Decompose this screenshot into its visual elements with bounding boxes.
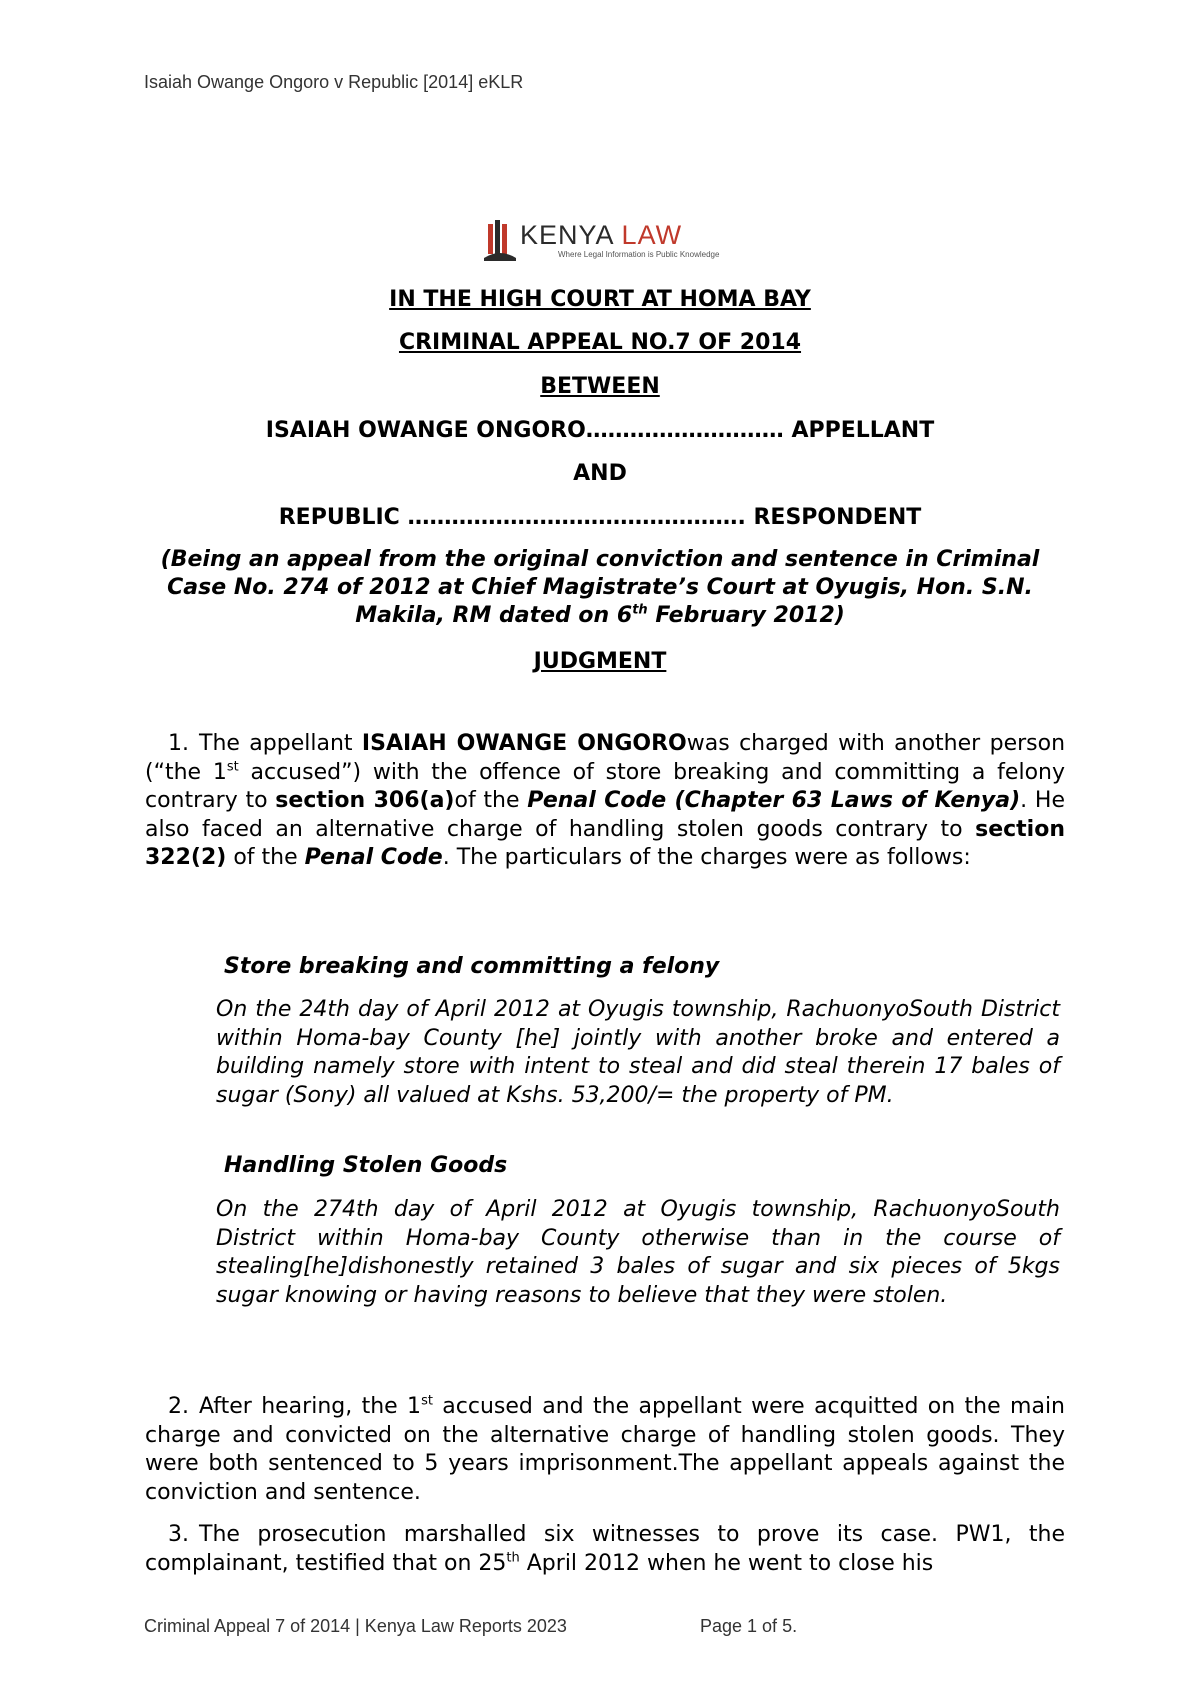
footer-page-number: Page 1 of 5. xyxy=(700,1616,798,1636)
paragraph-1: 1. The appellant ISAIAH OWANGE ONGOROwas charged with another person (“the 1st accused”) with the offence of store breaking and committing a felony contrary to section 306(a)of the Penal Code (Chapter 63 Laws of Kenya). He also faced an alternative charge of handling stolen goods contrary to section 322(2) of the Penal Code. The particulars of the charges were as follows: xyxy=(145,731,1066,870)
case-number: CRIMINAL APPEAL NO.7 OF 2014 xyxy=(398,330,802,355)
logo-word-law: LAW xyxy=(621,220,683,250)
logo-word-kenya: KENYA xyxy=(520,220,622,250)
between-label: BETWEEN xyxy=(540,374,660,399)
running-header: Isaiah Owange Ongoro v Republic [2014] eKLR xyxy=(144,72,524,92)
paragraph-2: 2. After hearing, the 1st accused and the appellant were acquitted on the main charge and convicted on the alternative charge of handling stolen goods. They were both sentenced to 5 years imprisonment.The appellant appeals against the conviction and sentence. xyxy=(145,1393,1065,1505)
logo-wordmark xyxy=(520,220,682,250)
paragraph-3: 3. The prosecution marshalled six witnesses to prove its case. PW1, the complainant, testified that on 25th April 2012 when he went to close his xyxy=(145,1522,1065,1576)
footer-citation: Criminal Appeal 7 of 2014 | Kenya Law Reports 2023 xyxy=(144,1616,567,1636)
charge-particulars-handling: On the 274th day of April 2012 at Oyugis township, RachuonyoSouth District within Homa-bay County otherwise than in the course of stealing[he]dishonestly retained 3 bales of sugar and six pieces of 5kgs sugar knowing or having reasons to believe that they were stolen. xyxy=(216,1197,1060,1308)
charge-particulars-store-breaking: On the 24th day of April 2012 at Oyugis township, RachuonyoSouth District within Homa-bay County [he] jointly with another broke and entered a building namely store with intent to steal and did steal therein 17 bales of sugar (Sony) all valued at Kshs. 53,200/= the property of PM. xyxy=(216,997,1060,1108)
pillars-icon xyxy=(480,218,520,262)
kenya-law-logo xyxy=(480,218,720,262)
paragraph-number: 1. xyxy=(168,731,189,756)
logo-tagline: Where Legal Information is Public Knowledge xyxy=(558,250,720,259)
paragraph-number: 3. xyxy=(168,1522,189,1547)
appellant-line: ISAIAH OWANGE ONGORO……………………… APPELLANT xyxy=(265,418,935,443)
respondent-line: REPUBLIC ………………………………………. RESPONDENT xyxy=(278,505,922,530)
judgment-heading: JUDGMENT xyxy=(533,649,667,674)
court-title: IN THE HIGH COURT AT HOMA BAY xyxy=(389,287,811,312)
appeal-origin-note: (Being an appeal from the original conviction and sentence in Criminal Case No. 274 of 2012 at Chief Magistrate’s Court at Oyugis, Hon. S.N. Makila, RM dated on 6th February 2012) xyxy=(160,547,1040,628)
charge-heading-store-breaking: Store breaking and committing a felony xyxy=(224,954,720,979)
charge-heading-handling: Handling Stolen Goods xyxy=(224,1153,508,1178)
paragraph-number: 2. xyxy=(168,1394,189,1419)
and-label: AND xyxy=(573,461,627,486)
